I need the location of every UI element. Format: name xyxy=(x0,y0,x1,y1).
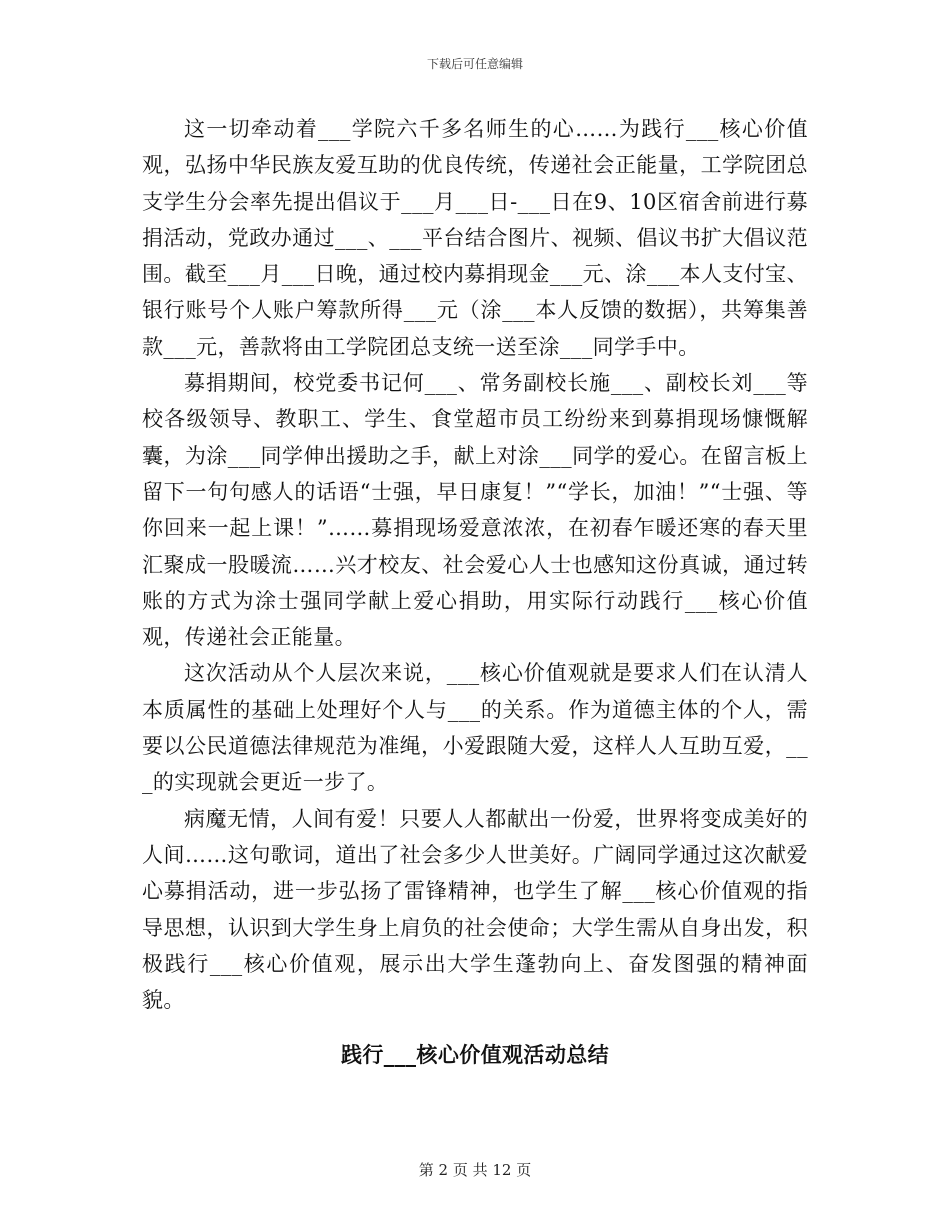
section-title: 践行___核心价值观活动总结 xyxy=(340,1042,610,1067)
document-body xyxy=(142,111,808,1018)
paragraph-personal-level: 这次活动从个人层次来说，___核心价值观就是要求人们在认清人本质属性的基础上处理好个人与___的关系。作为道德主体的个人，需要以公民道德法律规范为准绳，小爱跟随大爱，这样人人互助互爱，___的实现就会更近一步了。 xyxy=(142,661,808,795)
page-footer: 第 2 页 共 12 页 xyxy=(418,1161,532,1179)
page-header: 下载后可任意编辑 xyxy=(426,57,523,71)
paragraph-conclusion: 病魔无情，人间有爱！只要人人都献出一份爱，世界将变成美好的人间……这句歌词，道出了社会多少人世美好。广阔同学通过这次献爱心募捐活动，进一步弘扬了雷锋精神，也学生了解___核心价值观的指导思想，认识到大学生身上肩负的社会使命；大学生需从自身出发，积极践行___核心价值观，展示出大学生蓬勃向上、奋发图强的精神面貌。 xyxy=(142,806,808,1013)
paragraph-fundraising-overview: 这一切牵动着___学院六千多名师生的心……为践行___核心价值观，弘扬中华民族友爱互助的优良传统，传递社会正能量，工学院团总支学生分会率先提出倡议于___月___日-___日在9、10区宿舍前进行募捐活动，党政办通过___、___平台结合图片、视频、倡议书扩大倡议范围。截至___月___日晚，通过校内募捐现金___元、涂___本人支付宝、银行账号个人账户筹款所得___元（涂___本人反馈的数据），共筹集善款___元，善款将由工学院团总支统一送至涂___同学手中。 xyxy=(142,117,808,359)
paragraph-fundraising-period: 募捐期间，校党委书记何___、常务副校长施___、副校长刘___等校各级领导、教职工、学生、食堂超市员工纷纷来到募捐现场慷慨解囊，为涂___同学伸出援助之手，献上对涂___同学的爱心。在留言板上留下一句句感人的话语“士强，早日康复！”“学长，加油！”“士强、等你回来一起上课！”……募捐现场爱意浓浓，在初春乍暖还寒的春天里汇聚成一股暖流……兴才校友、社会爱心人士也感知这份真诚，通过转账的方式为涂士强同学献上爱心捐助，用实际行动践行___核心价值观，传递社会正能量。 xyxy=(142,371,808,650)
